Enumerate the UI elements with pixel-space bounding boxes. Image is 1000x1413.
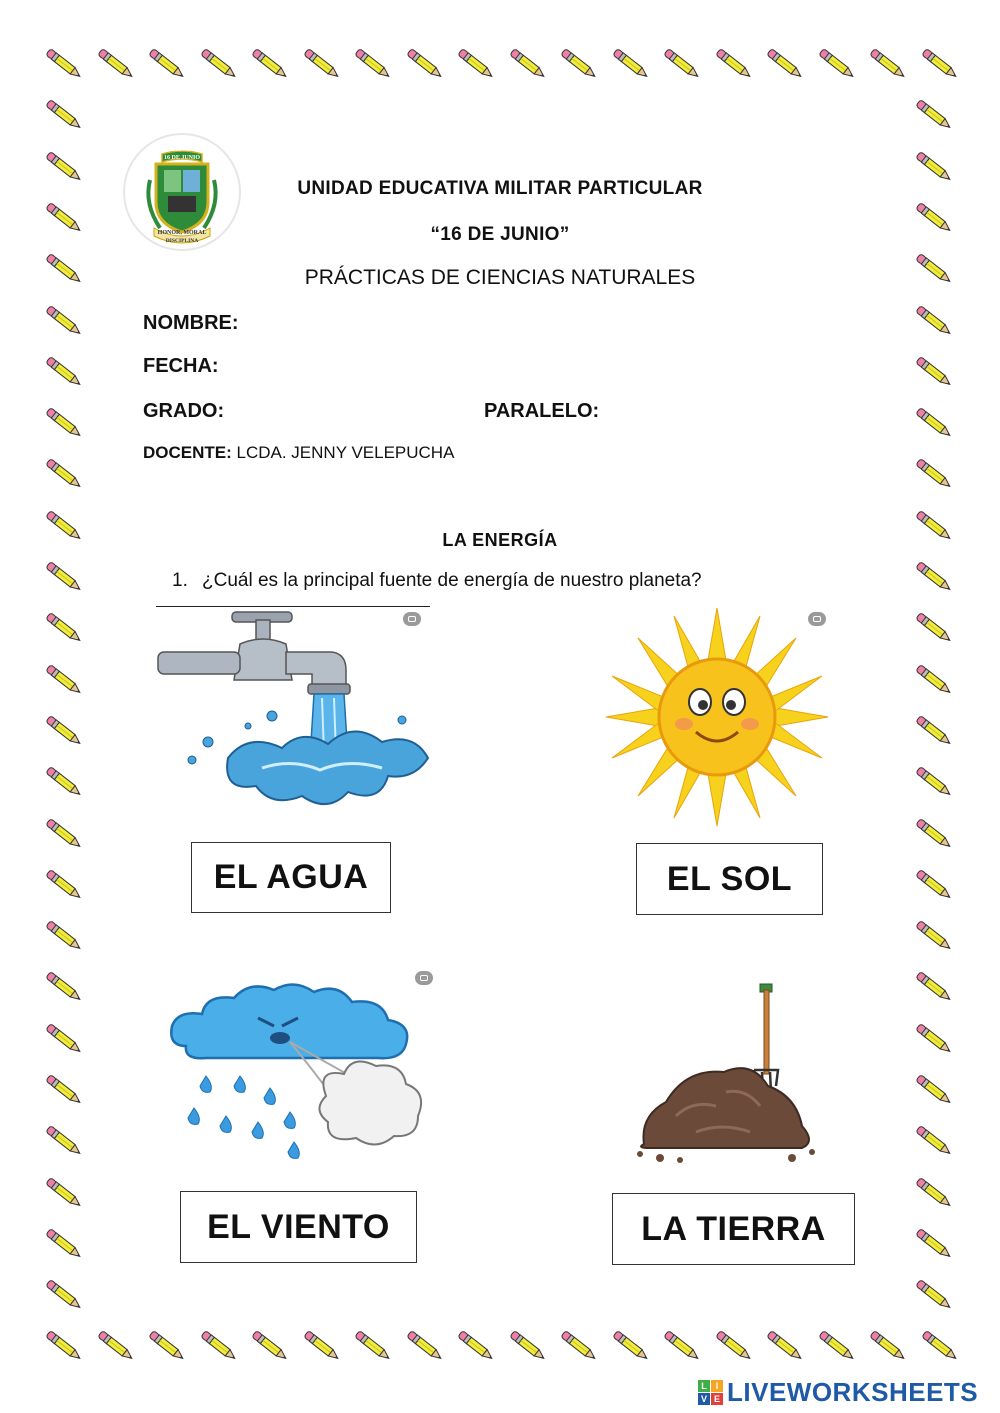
pencil-icon xyxy=(912,814,956,854)
wind-cloud-image xyxy=(166,976,436,1172)
pencil-icon xyxy=(912,1019,956,1059)
pencil-icon xyxy=(912,865,956,905)
pencil-icon xyxy=(912,1121,956,1161)
sun-image xyxy=(604,606,830,828)
pencil-icon xyxy=(912,660,956,700)
question-text: ¿Cuál es la principal fuente de energía de nuestro planeta? xyxy=(202,570,702,591)
pencil-icon xyxy=(42,1275,86,1315)
docente-line xyxy=(143,443,454,463)
grado-label: GRADO: xyxy=(143,400,225,422)
sun-icon xyxy=(606,608,828,826)
pencil-icon xyxy=(94,44,138,84)
question xyxy=(172,570,702,592)
pencil-icon xyxy=(912,1275,956,1315)
pencil-icon xyxy=(42,608,86,648)
pencil-icon xyxy=(815,1326,859,1366)
fecha-label: FECHA: xyxy=(143,355,219,377)
liveworksheets-logo[interactable] xyxy=(698,1376,978,1408)
pencil-icon xyxy=(42,967,86,1007)
pencil-icon xyxy=(918,44,962,84)
pencil-icon xyxy=(557,44,601,84)
logo-top-text: U.E.M.P xyxy=(171,147,193,153)
pencil-icon xyxy=(712,1326,756,1366)
pencil-icon xyxy=(609,1326,653,1366)
badge-letter: V xyxy=(698,1393,710,1405)
brand-badge xyxy=(698,1380,723,1405)
pencil-icon xyxy=(248,44,292,84)
pencil-icon xyxy=(815,44,859,84)
pencil-icon xyxy=(42,301,86,341)
paralelo-label: PARALELO: xyxy=(484,400,600,422)
pencil-icon xyxy=(42,660,86,700)
pencil-icon xyxy=(42,1326,86,1366)
pencil-icon xyxy=(42,1173,86,1213)
option-el-agua[interactable]: EL AGUA xyxy=(191,842,391,913)
pencil-icon xyxy=(351,44,395,84)
pencil-icon xyxy=(42,865,86,905)
logo-date-text: 16 DE JUNIO xyxy=(163,155,200,161)
water-faucet-image xyxy=(152,608,434,820)
badge-letter: I xyxy=(711,1380,723,1392)
pencil-icon xyxy=(42,403,86,443)
pencil-icon xyxy=(866,1326,910,1366)
option-el-sol[interactable]: EL SOL xyxy=(636,843,823,915)
pencil-icon xyxy=(42,454,86,494)
expand-icon[interactable] xyxy=(415,971,433,985)
option-el-viento[interactable]: EL VIENTO xyxy=(180,1191,417,1263)
answer-line xyxy=(156,606,430,607)
pencil-icon xyxy=(248,1326,292,1366)
pencil-icon xyxy=(197,1326,241,1366)
question-number: 1. xyxy=(172,570,188,591)
pencil-icon xyxy=(609,44,653,84)
brand-suffix: WORKSHEETS xyxy=(786,1376,979,1407)
pencil-icon xyxy=(42,814,86,854)
pencil-icon xyxy=(912,557,956,597)
badge-letter: E xyxy=(711,1393,723,1405)
pencil-icon xyxy=(403,1326,447,1366)
pencil-icon xyxy=(145,1326,189,1366)
pencil-icon xyxy=(912,95,956,135)
pencil-icon xyxy=(912,916,956,956)
pencil-icon xyxy=(351,1326,395,1366)
pencil-icon xyxy=(912,1224,956,1264)
pencil-icon xyxy=(42,1121,86,1161)
brand-prefix: LIVE xyxy=(727,1376,787,1407)
pencil-icon xyxy=(145,44,189,84)
pencil-icon xyxy=(912,762,956,802)
subject-title: PRÁCTICAS DE CIENCIAS NATURALES xyxy=(304,266,696,289)
pencil-icon xyxy=(918,1326,962,1366)
pencil-icon xyxy=(506,1326,550,1366)
pencil-icon xyxy=(712,44,756,84)
expand-icon[interactable] xyxy=(403,612,421,626)
pencil-icon xyxy=(42,44,86,84)
pencil-icon xyxy=(42,95,86,135)
pencil-icon xyxy=(454,44,498,84)
pencil-icon xyxy=(912,403,956,443)
pencil-icon xyxy=(912,454,956,494)
pencil-icon xyxy=(42,711,86,751)
school-date: “16 DE JUNIO” xyxy=(430,224,570,245)
pencil-icon xyxy=(42,1019,86,1059)
pencil-icon xyxy=(403,44,447,84)
docente-label: DOCENTE: xyxy=(143,443,232,462)
wind-cloud-icon xyxy=(171,984,421,1158)
option-la-tierra[interactable]: LA TIERRA xyxy=(612,1193,855,1265)
logo-motto-1: HONOR, MORAL xyxy=(157,230,207,236)
section-title: LA ENERGÍA xyxy=(442,530,558,550)
pencil-icon xyxy=(557,1326,601,1366)
soil-image xyxy=(626,976,824,1172)
pencil-icon xyxy=(300,44,344,84)
pencil-icon xyxy=(197,44,241,84)
pencil-icon xyxy=(660,1326,704,1366)
pencil-icon xyxy=(506,44,550,84)
pencil-icon xyxy=(912,608,956,648)
pencil-icon xyxy=(300,1326,344,1366)
pencil-icon xyxy=(42,762,86,802)
pencil-icon xyxy=(912,1173,956,1213)
pencil-icon xyxy=(866,44,910,84)
pencil-icon xyxy=(454,1326,498,1366)
pencil-icon xyxy=(912,711,956,751)
pencil-icon xyxy=(42,1070,86,1110)
pencil-icon xyxy=(42,916,86,956)
expand-icon[interactable] xyxy=(808,612,826,626)
school-name: UNIDAD EDUCATIVA MILITAR PARTICULAR xyxy=(297,178,703,199)
pencil-icon xyxy=(660,44,704,84)
pencil-icon xyxy=(42,557,86,597)
soil-shovel-icon xyxy=(637,984,815,1163)
pencil-icon xyxy=(912,301,956,341)
pencil-icon xyxy=(912,967,956,1007)
docente-value: LCDA. JENNY VELEPUCHA xyxy=(231,443,455,462)
pencil-icon xyxy=(912,352,956,392)
badge-letter: L xyxy=(698,1380,710,1392)
pencil-icon xyxy=(42,352,86,392)
logo-motto-2: DISCIPLINA xyxy=(165,238,199,244)
pencil-icon xyxy=(912,1070,956,1110)
pencil-icon xyxy=(763,1326,807,1366)
pencil-icon xyxy=(763,44,807,84)
pencil-icon xyxy=(42,1224,86,1264)
nombre-label: NOMBRE: xyxy=(143,312,239,334)
water-faucet-icon xyxy=(158,612,428,804)
pencil-icon xyxy=(94,1326,138,1366)
